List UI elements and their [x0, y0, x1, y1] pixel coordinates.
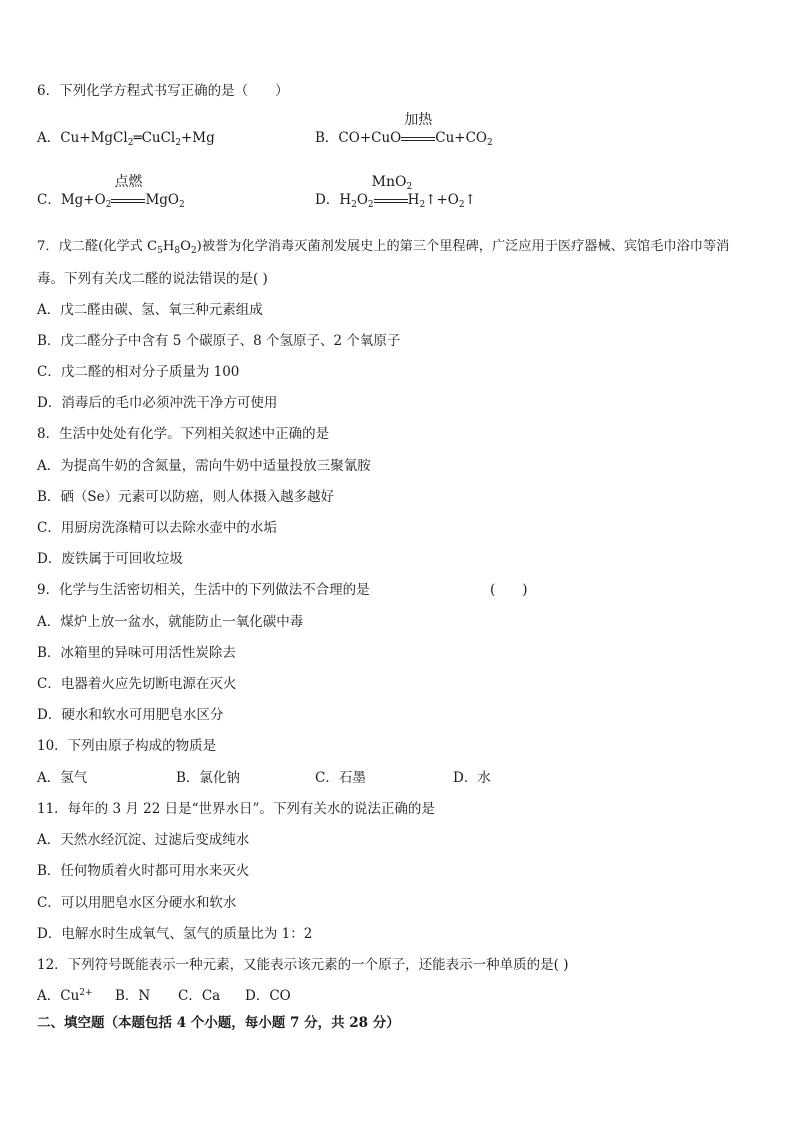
q7-stem-part2: )被誉为化学消毒灭菌剂发展史上的第三个里程碑，广泛应用于医疗器械、宾馆毛巾浴巾等消 [196, 239, 730, 254]
q6-option-d [315, 174, 476, 210]
q6-d-mid: O [356, 192, 368, 208]
q12-option-b: B．N [115, 988, 151, 1004]
q12-option-c: C．Ca [178, 988, 221, 1004]
q6-b-condition-text: 加热 [404, 112, 433, 128]
q6-d-r1: H [407, 192, 420, 208]
q6-c-right: MgO [145, 192, 179, 208]
q6-c-sub1: 2 [105, 200, 112, 210]
q11-stem: 11．每年的 3 月 22 日是“世界水日”。下列有关水的说法正确的是 [37, 801, 435, 817]
q8-option-a: A．为提高牛奶的含氮量，需向牛奶中适量投放三聚氰胺 [37, 458, 371, 474]
q6-b-sub: 2 [486, 138, 493, 148]
q9-answer-paren: ( ) [490, 582, 528, 598]
q6-a-mid: ═CuCl [133, 130, 176, 146]
q6-a-right: +Mg [180, 130, 215, 146]
q10-option-b: B．氯化钠 [176, 770, 240, 786]
q10-option-c: C．石墨 [315, 770, 366, 786]
q7-formula-5: 5 [157, 246, 163, 256]
q6-c-sub2: 2 [178, 200, 185, 210]
q6-stem: 6．下列化学方程式书写正确的是（ ） [37, 83, 289, 99]
q12-a-charge: 2+ [79, 988, 93, 998]
q6-d-sub2: 2 [367, 200, 374, 210]
q6-d-condition-text [371, 172, 413, 192]
q6-b-label: B． [315, 130, 339, 146]
q8-option-b: B．硒（Se）元素可以防癌，则人体摄入越多越好 [37, 489, 335, 505]
q8-option-d: D．废铁属于可回收垃圾 [37, 551, 183, 567]
q7-option-c: C．戊二醛的相对分子质量为 100 [37, 364, 240, 380]
q6-d-label: D． [315, 192, 340, 208]
q6-d-sub4: 2 [458, 200, 465, 210]
q6-a-left: Cu+MgCl [60, 130, 128, 146]
q10-option-d: D．水 [453, 770, 491, 786]
q11-option-b: B．任何物质着火时都可用水来灭火 [37, 863, 250, 879]
q7-option-a: A．戊二醛由碳、氢、氧三种元素组成 [37, 302, 263, 318]
q9-option-b: B．冰箱里的异味可用活性炭除去 [37, 645, 236, 661]
q11-option-a: A．天然水经沉淀、过滤后变成纯水 [37, 832, 250, 848]
q6-a-sub1: 2 [127, 138, 134, 148]
q6-b-left: CO+CuO [338, 130, 402, 146]
q6-d-sub1: 2 [351, 200, 357, 210]
q7-formula-o: O [180, 239, 191, 254]
q9-option-d: D．硬水和软水可用肥皂水区分 [37, 707, 224, 723]
q6-c-label: C． [37, 192, 61, 208]
q6-option-a [37, 128, 215, 148]
q12-a-text: A．Cu [37, 988, 80, 1004]
q7-formula-8: 8 [174, 246, 181, 256]
q6-d-catalyst: MnO [371, 174, 407, 190]
q8-option-c: C．用厨房洗涤精可以去除水壶中的水垢 [37, 520, 277, 536]
q6-d-condition [371, 174, 413, 210]
q6-a-label: A． [37, 130, 61, 146]
q6-d-r3: ↑ [464, 192, 476, 208]
q6-option-b [315, 112, 493, 148]
q12-option-d: D．CO [245, 988, 291, 1004]
q6-c-left: Mg+O [60, 192, 106, 208]
q6-option-c [37, 174, 185, 210]
q9-stem: 9．化学与生活密切相关，生活中的下列做法不合理的是 [37, 582, 370, 598]
q6-c-condition [111, 174, 145, 210]
q7-formula-h: H [162, 239, 175, 254]
q6-d-left: H [339, 192, 352, 208]
q10-stem: 10．下列由原子构成的物质是 [37, 738, 217, 754]
q12-stem: 12．下列符号既能表示一种元素，又能表示该元素的一个原子，还能表示一种单质的是( ) [37, 957, 569, 973]
q11-option-c: C．可以用肥皂水区分硬水和软水 [37, 895, 237, 911]
q6-b-condition [401, 112, 435, 148]
q6-c-condition-text: 点燃 [114, 174, 143, 190]
q6-b-right: Cu+CO [435, 130, 487, 146]
q7-stem-line1 [37, 237, 729, 257]
q7-option-d: D．消毒后的毛巾必须冲洗干净方可使用 [37, 395, 278, 411]
q6-d-catalyst-sub: 2 [406, 182, 413, 192]
q7-formula-2: 2 [190, 246, 197, 256]
q7-stem-line2: 毒。下列有关戊二醛的说法错误的是( ) [37, 271, 268, 287]
q11-option-d: D．电解水时生成氧气、氢气的质量比为 1：2 [37, 926, 313, 942]
q7-stem-part1: 7．戊二醛(化学式 C [37, 239, 158, 254]
q6-d-sub3: 2 [419, 200, 426, 210]
q12-option-a [37, 986, 93, 1006]
q9-option-a: A．煤炉上放一盆水，就能防止一氧化碳中毒 [37, 614, 304, 630]
q9-option-c: C．电器着火应先切断电源在灭火 [37, 676, 237, 692]
section-2-heading: 二、填空题（本题包括 4 个小题，每小题 7 分，共 28 分） [37, 1015, 400, 1031]
q8-stem: 8．生活中处处有化学。下列相关叙述中正确的是 [37, 426, 330, 442]
q10-option-a: A．氢气 [37, 770, 88, 786]
q6-d-r2: ↑+O [425, 192, 459, 208]
q6-a-sub2: 2 [175, 138, 181, 148]
q7-option-b: B．戊二醛分子中含有 5 个碳原子、8 个氢原子、2 个氧原子 [37, 333, 401, 349]
